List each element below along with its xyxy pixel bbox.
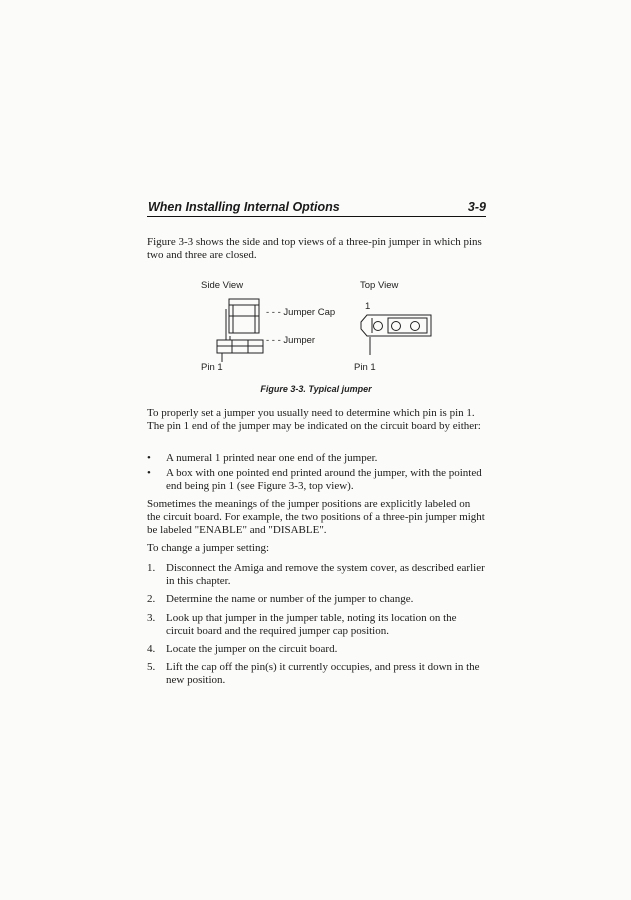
step-number: 5. [147, 661, 156, 674]
list-item [147, 562, 485, 588]
step-text: Determine the name or number of the jumper to change. [166, 593, 414, 606]
step-number: 1. [147, 562, 156, 574]
list-item [147, 593, 485, 606]
paragraph-pin-1: To properly set a jumper you usually need to determine which pin is pin 1. The pin 1 end of the jumper may be indicated on the circuit board by either: [147, 407, 481, 433]
step-text: Disconnect the Amiga and remove the system cover, as described earlier in this chapter. [166, 562, 485, 588]
list-item [147, 467, 485, 493]
jumper-side-view [217, 299, 263, 362]
intro-paragraph: Figure 3-3 shows the side and top views of a three-pin jumper in which pins two and three are closed. [147, 236, 482, 262]
step-number: 2. [147, 593, 156, 606]
step-number: 4. [147, 643, 156, 656]
step-text: Locate the jumper on the circuit board. [166, 643, 338, 656]
step-text: Lift the cap off the pin(s) it currently occupies, and press it down in the new position. [166, 661, 480, 687]
list-item [147, 452, 485, 465]
paragraph-labels: Sometimes the meanings of the jumper positions are explicitly labeled on the circuit board. For example, the two positions of a three-pin jumper might be labeled "ENABLE" and "DISABLE". [147, 498, 485, 537]
figure-caption: Figure 3-3. Typical jumper [260, 384, 372, 394]
jumper-label: - - - Jumper [266, 335, 316, 346]
side-view-label: Side View [201, 280, 244, 291]
top-number-1-label: 1 [365, 301, 371, 312]
side-pin-1-label: Pin 1 [201, 362, 223, 373]
paragraph-steps-intro: To change a jumper setting: [147, 542, 270, 554]
bullet-text: A box with one pointed end printed around the jumper, with the pointed end being pin 1 (see Figure 3-3, top view). [166, 467, 482, 493]
step-number: 3. [147, 611, 156, 624]
list-item [147, 612, 485, 638]
top-pin-1-label: Pin 1 [354, 362, 376, 373]
figure-3-3 [195, 278, 445, 378]
bullet-mark: • [147, 467, 151, 480]
list-item [147, 661, 485, 687]
bullet-mark: • [147, 452, 151, 464]
jumper-top-view [361, 315, 431, 355]
list-item [147, 643, 485, 656]
jumper-diagram [195, 278, 445, 378]
jumper-cap-label: - - - Jumper Cap [266, 307, 336, 318]
top-view-label: Top View [360, 280, 399, 291]
steps-list [147, 562, 485, 693]
bullet-list [147, 452, 485, 496]
page-number: 3-9 [467, 200, 486, 214]
bullet-text: A numeral 1 printed near one end of the jumper. [166, 452, 378, 464]
running-header [147, 198, 486, 217]
step-text: Look up that jumper in the jumper table, noting its location on the circuit board and the required jumper cap position. [166, 611, 457, 637]
section-title: When Installing Internal Options [148, 200, 340, 214]
